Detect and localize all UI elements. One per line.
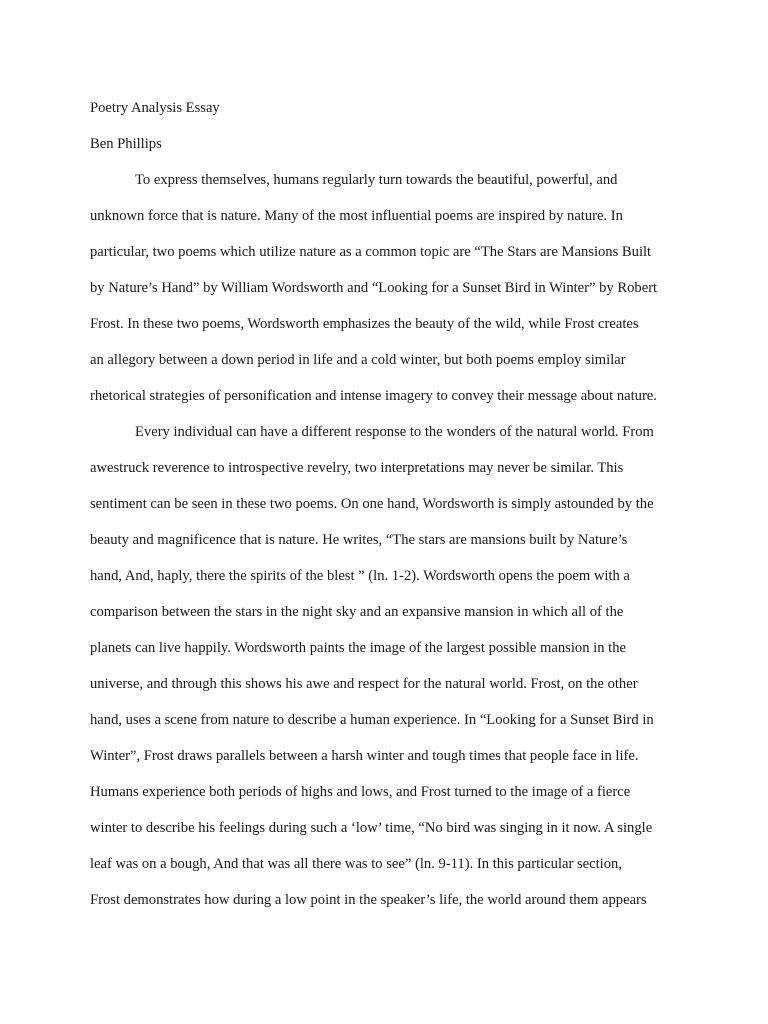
paragraph-line: winter to describe his feelings during such a ‘low’ time, “No bird was singing in it now. A single bbox=[90, 820, 653, 836]
paragraph-line: rhetorical strategies of personification and intense imagery to convey their message about nature. bbox=[90, 388, 657, 404]
paragraph-line: sentiment can be seen in these two poems. On one hand, Wordsworth is simply astounded by the bbox=[90, 496, 654, 512]
paragraph-line: planets can live happily. Wordsworth paints the image of the largest possible mansion in the bbox=[90, 640, 626, 656]
essay-title: Poetry Analysis Essay bbox=[90, 100, 220, 116]
paragraph-line: universe, and through this shows his awe and respect for the natural world. Frost, on the other bbox=[90, 676, 638, 692]
paragraph-line: comparison between the stars in the night sky and an expansive mansion in which all of the bbox=[90, 604, 624, 620]
author-name: Ben Phillips bbox=[90, 136, 162, 152]
paragraph-line: To express themselves, humans regularly turn towards the beautiful, powerful, and bbox=[135, 172, 618, 188]
paragraph-line: hand, uses a scene from nature to describe a human experience. In “Looking for a Sunset Bird in bbox=[90, 712, 654, 728]
paragraph-line: awestruck reverence to introspective revelry, two interpretations may never be similar. This bbox=[90, 460, 624, 476]
essay-body bbox=[90, 90, 690, 918]
paragraph-line: Frost demonstrates how during a low point in the speaker’s life, the world around them appears bbox=[90, 892, 647, 908]
paragraph-line: beauty and magnificence that is nature. He writes, “The stars are mansions built by Nature’s bbox=[90, 532, 628, 548]
paragraph-line: hand, And, haply, there the spirits of the blest ” (ln. 1-2). Wordsworth opens the poem with a bbox=[90, 568, 630, 584]
paragraph-1 bbox=[90, 162, 690, 414]
paragraph-line: an allegory between a down period in life and a cold winter, but both poems employ similar bbox=[90, 352, 626, 368]
paragraph-2 bbox=[90, 414, 690, 918]
paragraph-line: leaf was on a bough, And that was all there was to see” (ln. 9-11). In this particular section, bbox=[90, 856, 622, 872]
paragraph-line: Frost. In these two poems, Wordsworth emphasizes the beauty of the wild, while Frost creates bbox=[90, 316, 639, 332]
paragraph-line: Every individual can have a different response to the wonders of the natural world. From bbox=[135, 424, 654, 440]
paragraph-line: particular, two poems which utilize nature as a common topic are “The Stars are Mansions Built bbox=[90, 244, 652, 260]
paragraph-line: Winter”, Frost draws parallels between a harsh winter and tough times that people face in life. bbox=[90, 748, 639, 764]
paragraph-line: Humans experience both periods of highs and lows, and Frost turned to the image of a fierce bbox=[90, 784, 631, 800]
paragraph-line: by Nature’s Hand” by William Wordsworth and “Looking for a Sunset Bird in Winter” by Robert bbox=[90, 280, 658, 296]
paragraph-line: unknown force that is nature. Many of the most influential poems are inspired by nature. In bbox=[90, 208, 623, 224]
